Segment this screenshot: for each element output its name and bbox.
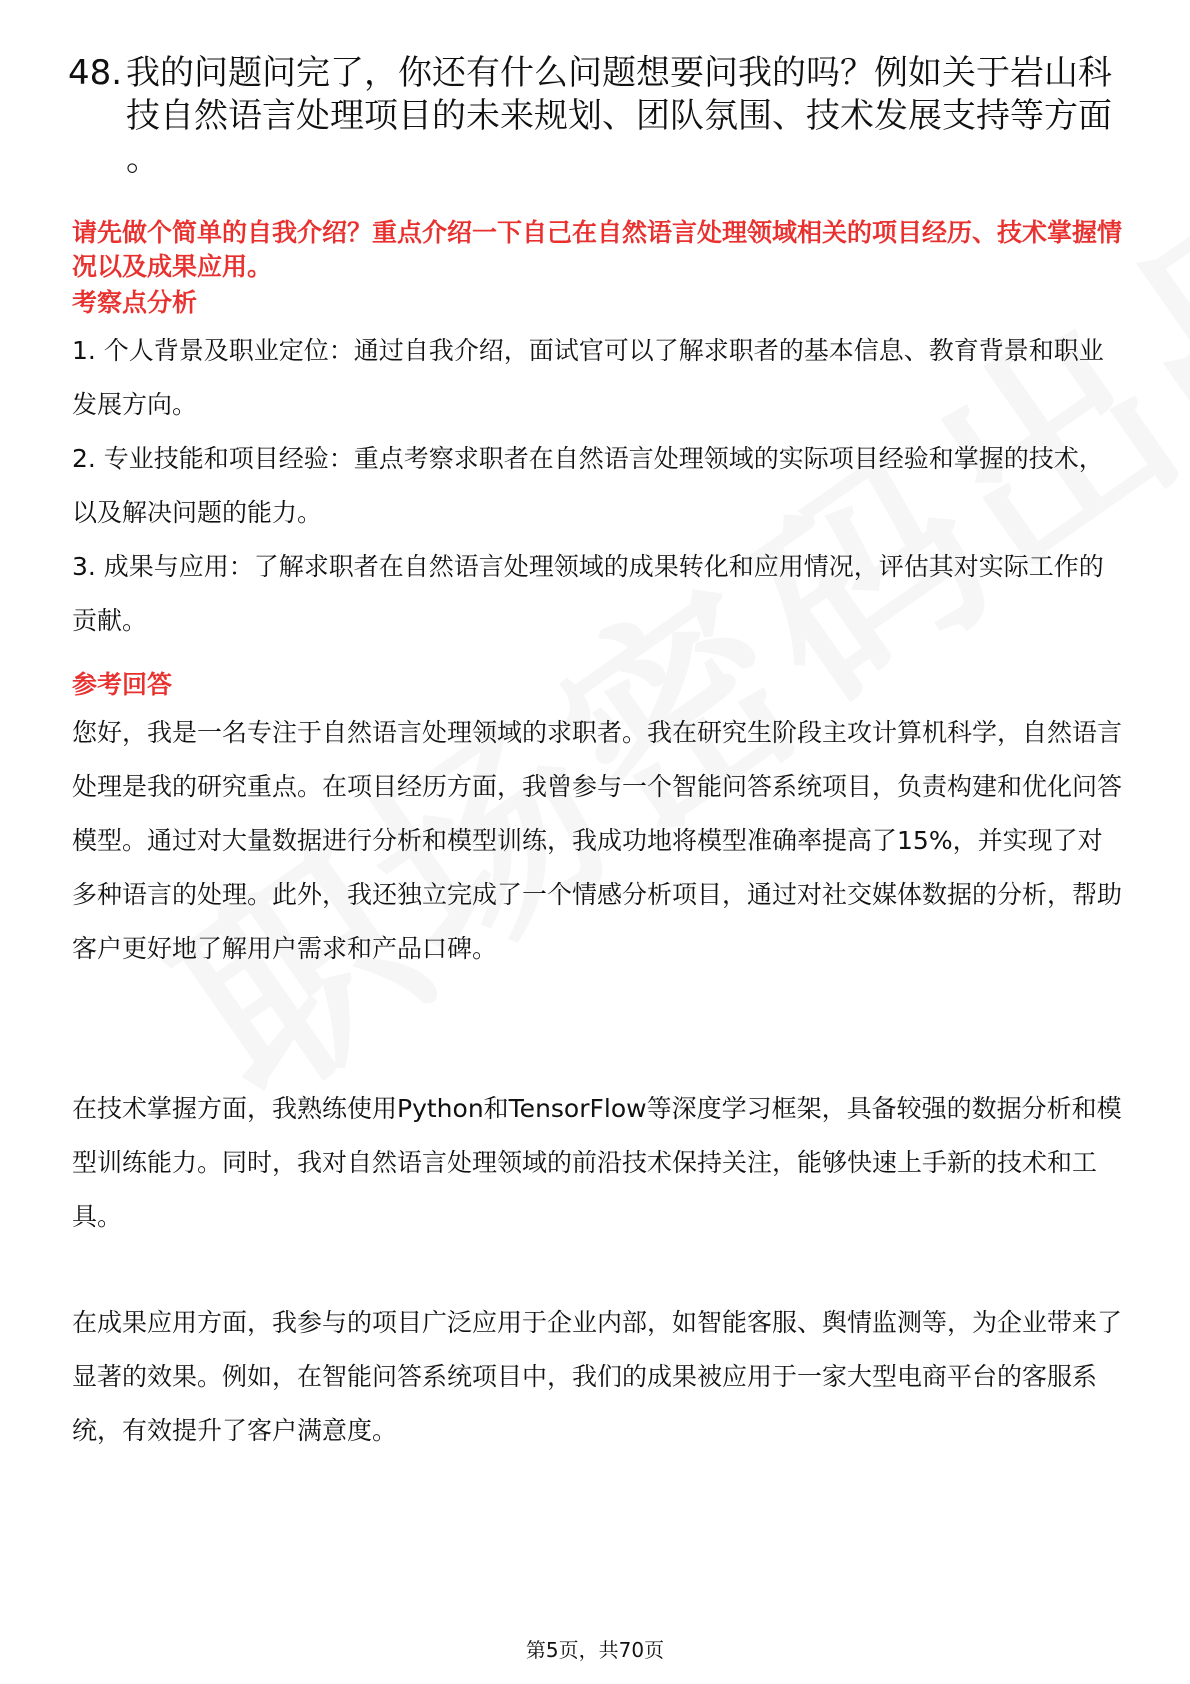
analysis-item: 3. 成果与应用：了解求职者在自然语言处理领域的成果转化和应用情况，评估其对实际工作的贡献。 [72, 552, 1104, 635]
answer-paragraph: 在技术掌握方面，我熟练使用Python和TensorFlow等深度学习框架，具备较强的数据分析和模型训练能力。同时，我对自然语言处理领域的前沿技术保持关注，能够快速上手新的技术和工具。 [72, 1094, 1122, 1231]
analysis-list [72, 324, 1122, 648]
sub-question: 请先做个简单的自我介绍？重点介绍一下自己在自然语言处理领域相关的项目经历、技术掌握情况以及成果应用。 [72, 218, 1123, 281]
analysis-item: 1. 个人背景及职业定位：通过自我介绍，面试官可以了解求职者的基本信息、教育背景和职业发展方向。 [72, 336, 1104, 419]
question-text: 我的问题问完了，你还有什么问题想要问我的吗？例如关于岩山科技自然语言处理项目的未来规划、团队氛围、技术发展支持等方面 。 [126, 53, 1112, 179]
page-number: 第5页，共70页 [525, 1638, 665, 1662]
question-number: 48. [68, 53, 123, 93]
answer-paragraph: 在成果应用方面，我参与的项目广泛应用于企业内部，如智能客服、舆情监测等，为企业带来了显著的效果。例如，在智能问答系统项目中，我们的成果被应用于一家大型电商平台的客服系统，有效提升了客户满意度。 [72, 1308, 1123, 1445]
analysis-item: 2. 专业技能和项目经验：重点考察求职者在自然语言处理领域的实际项目经验和掌握的技术，以及解决问题的能力。 [72, 444, 1104, 527]
analysis-title: 考察点分析 [72, 288, 198, 317]
answer-paragraph: 您好，我是一名专注于自然语言处理领域的求职者。我在研究生阶段主攻计算机科学，自然语言处理是我的研究重点。在项目经历方面，我曾参与一个智能问答系统项目，负责构建和优化问答模型。通过对大量数据进行分析和模型训练，我成功地将模型准确率提高了15%，并实现了对多种语言的处理。此外，我还独立完成了一个情感分析项目，通过对社交媒体数据的分析，帮助客户更好地了解用户需求和产品口碑。 [72, 718, 1123, 963]
question-heading [68, 52, 1128, 181]
answer-title: 参考回答 [72, 670, 173, 699]
